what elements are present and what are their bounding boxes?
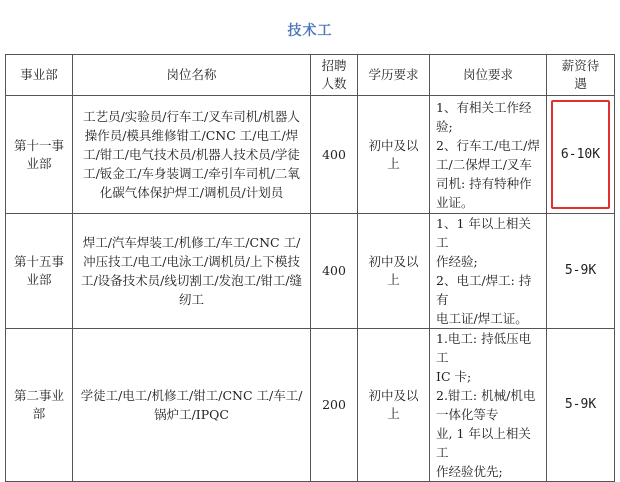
header-position: 岗位名称 — [73, 55, 311, 96]
header-count: 招聘 人数 — [311, 55, 358, 96]
salary-cell: 5-9K — [547, 214, 615, 329]
dept-cell: 第十五事 业部 — [6, 214, 73, 329]
header-requirement: 岗位要求 — [430, 55, 547, 96]
header-dept: 事业部 — [6, 55, 73, 96]
header-education: 学历要求 — [358, 55, 430, 96]
positions-cell: 学徒工/电工/机修工/钳工/CNC 工/车工/锅炉工/IPQC — [73, 329, 311, 482]
salary-value: 6-10K — [560, 147, 601, 162]
education-cell: 初中及以 上 — [358, 96, 430, 214]
count-cell: 400 — [311, 96, 358, 214]
salary-cell-highlighted — [547, 96, 615, 214]
requirement-cell: 1.电工: 持低压电工 IC 卡; 2.钳工: 机械/机电 一体化等专 业, 1 年以上相关工 作经验优先; — [430, 329, 547, 482]
table-header-row — [6, 55, 615, 96]
section-title: 技术工 — [287, 23, 333, 39]
table-row — [6, 214, 615, 329]
education-cell: 初中及以 上 — [358, 214, 430, 329]
positions-cell: 工艺员/实验员/行车工/叉车司机/机器人操作员/模具维修钳工/CNC 工/电工/焊工/钳工/电气技术员/机器人技术员/学徒工/钣金工/车身装调工/牵引车司机/二氧化碳气体保护焊工/调机员/计划员 — [73, 96, 311, 214]
requirement-cell: 1、有相关工作经 验; 2、行车工/电工/焊 工/二保焊工/叉车 司机: 持有特种作 业证。 — [430, 96, 547, 214]
count-cell: 200 — [311, 329, 358, 482]
job-table — [5, 54, 615, 482]
table-row — [6, 329, 615, 482]
salary-cell: 5-9K — [547, 329, 615, 482]
education-cell: 初中及以 上 — [358, 329, 430, 482]
count-cell: 400 — [311, 214, 358, 329]
dept-cell: 第二事业 部 — [6, 329, 73, 482]
dept-cell: 第十一事 业部 — [6, 96, 73, 214]
positions-cell: 焊工/汽车焊装工/机修工/车工/CNC 工/冲压技工/电工/电泳工/调机员/上下模技工/设备技术员/线切割工/发泡工/钳工/缝纫工 — [73, 214, 311, 329]
requirement-cell: 1、1 年以上相关工 作经验; 2、电工/焊工: 持有 电工证/焊工证。 — [430, 214, 547, 329]
header-salary: 薪资待 遇 — [547, 55, 615, 96]
table-row — [6, 96, 615, 214]
